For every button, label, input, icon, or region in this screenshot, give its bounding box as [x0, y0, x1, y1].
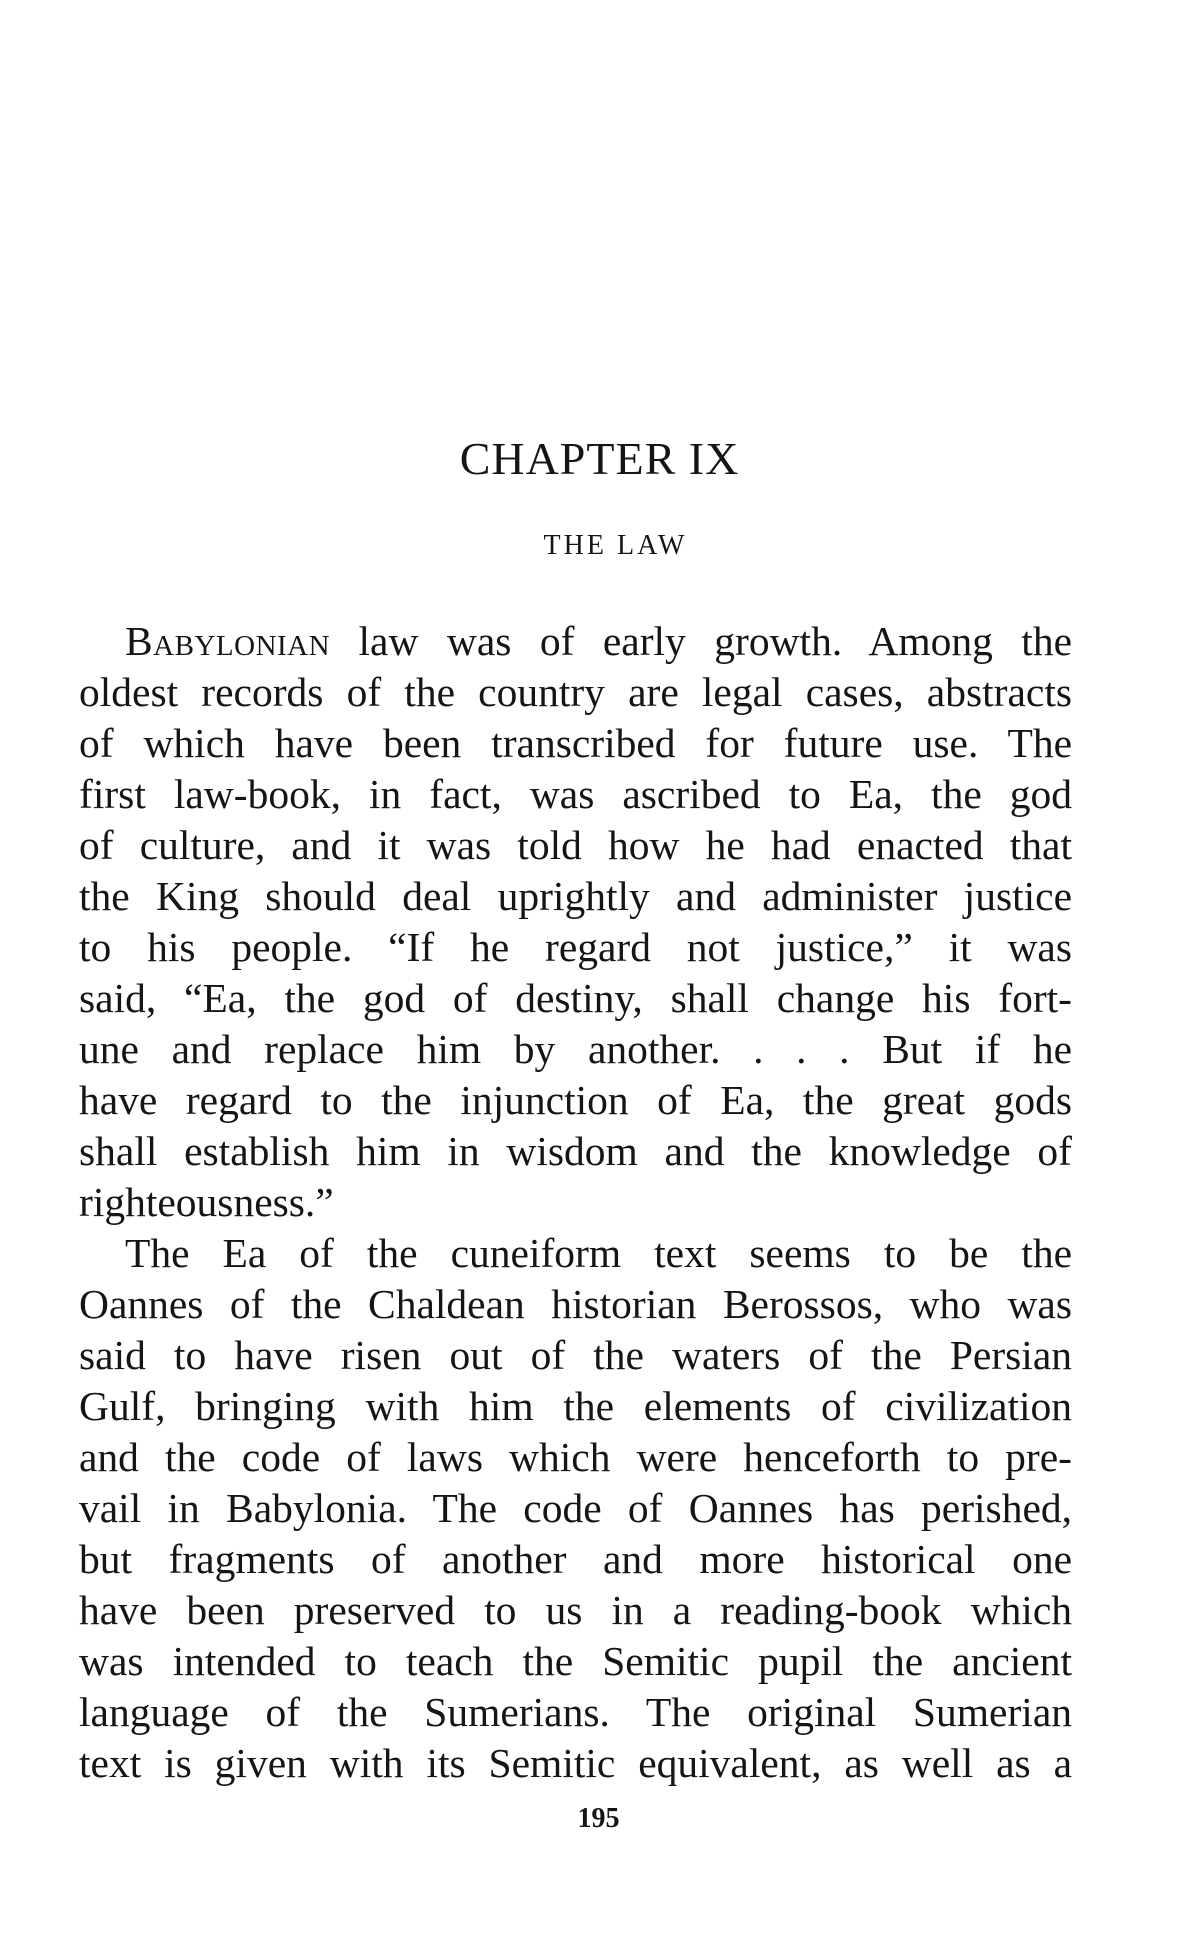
text-line: Gulf, bringing with him the elements of civilization	[79, 1383, 1072, 1429]
text-line: have regard to the injunction of Ea, the great gods	[79, 1077, 1072, 1123]
text-line: to his people. “If he regard not justice,” it was	[79, 924, 1072, 970]
paragraph-2	[79, 1228, 1072, 1789]
text-line: the King should deal uprightly and administer justice	[79, 873, 1072, 919]
text-line: but fragments of another and more historical one	[79, 1536, 1072, 1582]
text-line: of culture, and it was told how he had enacted that	[79, 822, 1072, 868]
section-title: THE LAW	[543, 530, 688, 561]
paragraph-1	[79, 616, 1072, 1228]
text-line: shall establish him in wisdom and the knowledge of	[79, 1128, 1072, 1174]
text-line: oldest records of the country are legal cases, abstracts	[79, 669, 1072, 715]
text-line-rest: law was of early growth. Among the	[330, 618, 1072, 664]
text-line: text is given with its Semitic equivalent, as well as a	[79, 1740, 1072, 1786]
text-line: une and replace him by another. . . . But if he	[79, 1026, 1072, 1072]
text-line: and the code of laws which were henceforth to pre-	[79, 1434, 1072, 1480]
text-line	[79, 616, 1072, 667]
chapter-heading: CHAPTER IX	[459, 433, 740, 484]
text-line: righteousness.”	[79, 1179, 334, 1225]
page-number: 195	[577, 1803, 620, 1834]
text-line: language of the Sumerians. The original Sumerian	[79, 1689, 1072, 1735]
text-line: The Ea of the cuneiform text seems to be the	[125, 1230, 1072, 1276]
text-line: said to have risen out of the waters of the Persian	[79, 1332, 1072, 1378]
text-line: vail in Babylonia. The code of Oannes has perished,	[79, 1485, 1072, 1531]
text-line: of which have been transcribed for future use. The	[79, 720, 1072, 766]
text-line: have been preserved to us in a reading-book which	[79, 1587, 1072, 1633]
text-line: Oannes of the Chaldean historian Berossos, who was	[79, 1281, 1072, 1327]
text-line: was intended to teach the Semitic pupil the ancient	[79, 1638, 1072, 1684]
text-line: first law-book, in fact, was ascribed to Ea, the god	[79, 771, 1072, 817]
body-text	[79, 616, 1072, 1789]
lead-word: Babylonian	[125, 618, 331, 664]
text-line: said, “Ea, the god of destiny, shall change his fort-	[79, 975, 1072, 1021]
